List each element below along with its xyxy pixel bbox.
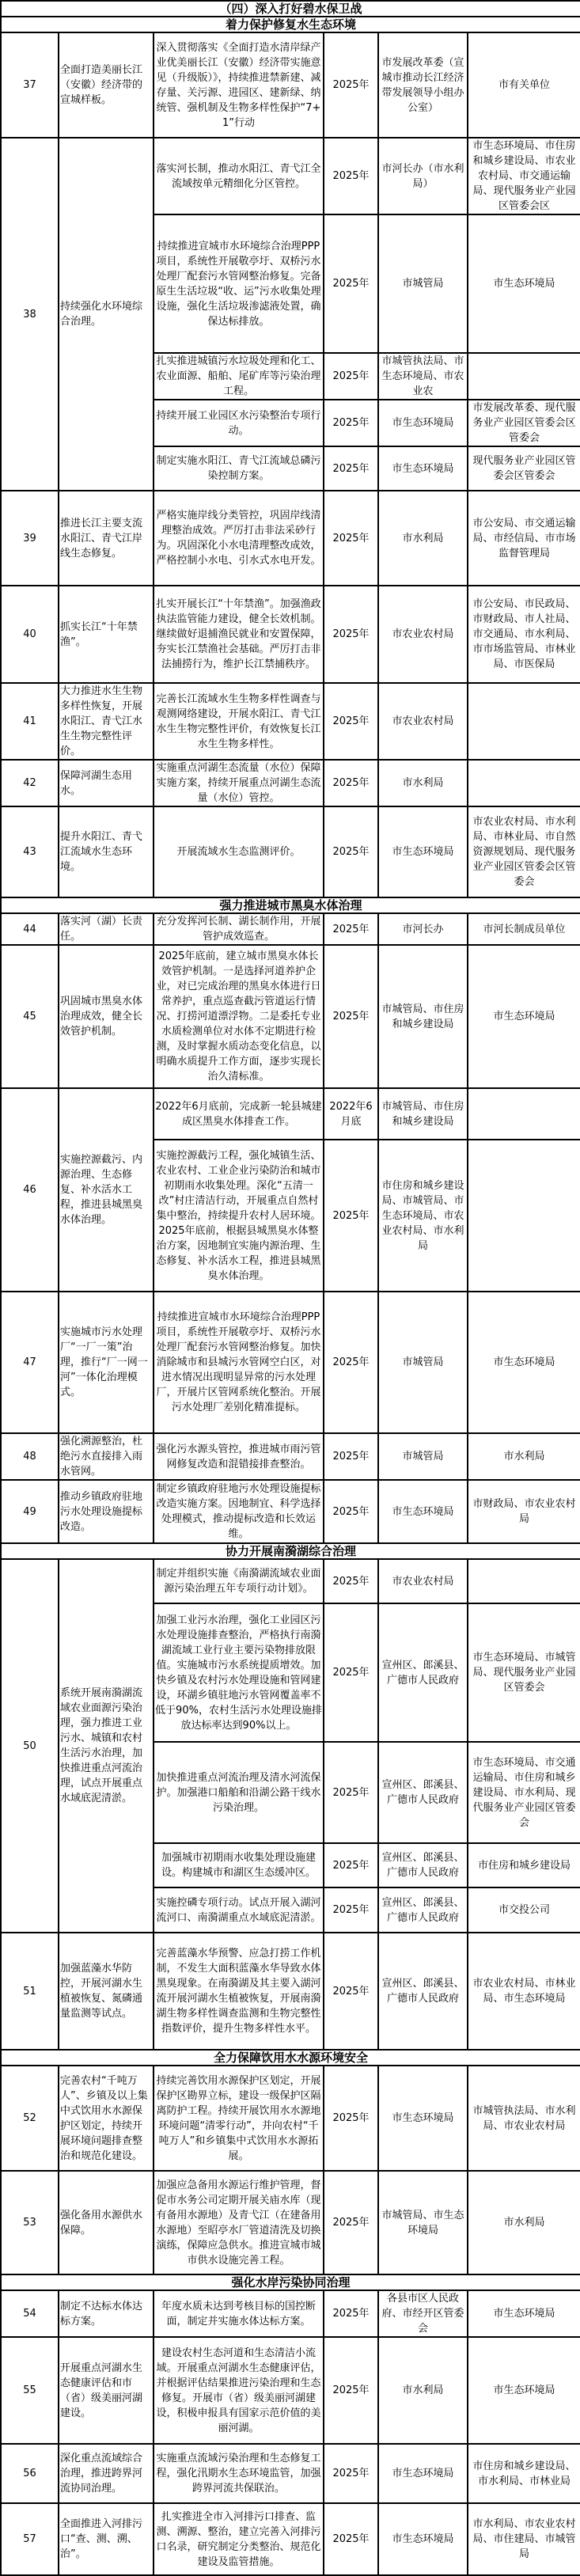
lead-unit: 宣州区、郎溪县、广德市人民政府 — [378, 1603, 468, 1742]
table-row — [1, 2337, 580, 2444]
assist-unit: 市有关单位 — [468, 32, 580, 138]
task-name: 持续强化水环境综合治理。 — [59, 138, 154, 491]
task-content: 制定乡镇政府驻地污水处理设施提标改造实施方案。因地制宜、科学选择处理模式，推动提标改造和长效运维。 — [154, 1480, 324, 1543]
deadline: 2025年 — [324, 2337, 378, 2444]
lead-unit: 市城管局 — [378, 1292, 468, 1433]
task-content: 建设农村生态河道和生态清洁小流域。开展重点河湖水生态健康评估，并根据评估结果推进污染治理和生态修复。开展市（省）级美丽河湖建设，积极申报具有国家示范价值的美丽河湖。 — [154, 2337, 324, 2444]
row-number: 42 — [1, 760, 59, 806]
deadline: 2025年 — [324, 1843, 378, 1887]
group-heading-row — [1, 897, 580, 913]
group-heading-row — [1, 1543, 580, 1559]
assist-unit: 市住房和城乡建设局 — [468, 1843, 580, 1887]
deadline: 2025年 — [324, 1933, 378, 2050]
assist-unit — [468, 760, 580, 806]
assist-unit: 市生态环境局、市住房和城乡建设局、市农业农村局、市交通运输局、现代服务业产业园区管委会区 — [468, 138, 580, 214]
task-name: 完善农村“千吨万人”、乡镇及以上集中式饮用水水源保护区划定，持续开展环境问题排查整治和规范化建设。 — [59, 2066, 154, 2171]
task-name: 开展重点河湖水生态健康评估和市（省）级美丽河湖建设。 — [59, 2337, 154, 2444]
task-content: 持续推进宣城市水环境综合治理PPP项目，系统性开展敬亭圩、双桥污水处理厂配套污水管网整治修复。加快消除城市和县城污水管网空白区，对进水情况出现明显异常的污水处理厂，开展片区管网系统化整治。开展污水处理厂差别化精准提标。 — [154, 1292, 324, 1433]
table-row — [1, 913, 580, 945]
task-content: 落实河长制，推动水阳江、青弋江全流域按单元精细化分区管控。 — [154, 138, 324, 214]
deadline: 2025年 — [324, 683, 378, 760]
lead-unit: 市生态环境局 — [378, 1480, 468, 1543]
deadline: 2025年 — [324, 214, 378, 353]
group-heading: 强力推进城市黑臭水体治理 — [1, 897, 580, 913]
assist-unit: 市水利局 — [468, 1433, 580, 1480]
lead-unit: 市城管执法局、市生态环境局、市农业农 — [378, 353, 468, 400]
row-number: 41 — [1, 683, 59, 760]
table-row — [1, 138, 580, 214]
row-number: 57 — [1, 2503, 59, 2575]
assist-unit: 市生态环境局、市城管局、现代服务业产业园区管委会 — [468, 1603, 580, 1742]
task-content: 加快推进重点河流治理及清水河流保护。加强港口船舶和沿湖公路干线水污染治理。 — [154, 1742, 324, 1843]
task-content: 强化污水源头管控，推进城市雨污管网修复改造和混错接排查整治。 — [154, 1433, 324, 1480]
task-name: 保障河湖生态用水。 — [59, 760, 154, 806]
row-number: 54 — [1, 2290, 59, 2337]
task-content: 持续完善饮用水源保护区划定，开展保护区勘界立标，建设一级保护区隔离防护工程。持续开展饮用水水源地环境问题“清零行动”，并向农村“千吨万人”和乡镇集中式饮用水水源拓展。 — [154, 2066, 324, 2171]
task-content: 实施重点流域污染治理和生态修复工程，强化汛期水生态环境监管，加强跨界河流共保联治。 — [154, 2444, 324, 2503]
section-title: （四）深入打好碧水保卫战 — [1, 1, 580, 17]
assist-unit: 市生态环境局、市交通运输局、市住房和城乡建设局、市水利局、现代服务业产业园区管委会 — [468, 1742, 580, 1843]
task-name: 全面打造美丽长江（安徽）经济带的宣城样板。 — [59, 32, 154, 138]
lead-unit: 市城管局、市住房和城乡建设局 — [378, 945, 468, 1088]
lead-unit: 宣州区、郎溪县、广德市人民政府 — [378, 1843, 468, 1887]
deadline: 2022年6月底 — [324, 1088, 378, 1140]
table-row — [1, 586, 580, 683]
assist-unit: 市交投公司 — [468, 1887, 580, 1933]
table-row — [1, 1933, 580, 2050]
task-name: 提升水阳江、青弋江流域水生态环境。 — [59, 806, 154, 897]
assist-unit: 市农业农村局、市林业局、市生态环境局 — [468, 1933, 580, 2050]
assist-unit: 市生态环境局 — [468, 1292, 580, 1433]
deadline: 2025年 — [324, 806, 378, 897]
table-row — [1, 945, 580, 1088]
deadline: 2025年 — [324, 1603, 378, 1742]
task-name: 大力推进水生生物多样性恢复，开展水阳江、青弋江水生生物完整性评价。 — [59, 683, 154, 760]
task-name: 巩固城市黑臭水体治理成效，健全长效管护机制。 — [59, 945, 154, 1088]
row-number: 55 — [1, 2337, 59, 2444]
lead-unit: 市水利局 — [378, 760, 468, 806]
table-row — [1, 1559, 580, 1603]
deadline: 2025年 — [324, 32, 378, 138]
row-number: 45 — [1, 945, 59, 1088]
task-content: 加强城市初期雨水收集处理设施建设。构建城市和湖区生态缓冲区。 — [154, 1843, 324, 1887]
deadline: 2025年 — [324, 2503, 378, 2575]
lead-unit: 市生态环境局 — [378, 446, 468, 491]
table-row — [1, 1480, 580, 1543]
assist-unit: 市公安局、市交通运输局、市经信局、市市场监督管理局 — [468, 491, 580, 586]
task-content: 加强工业污水治理，强化工业园区污水处理设施排查整治，严格执行南漪湖流域工业行业主要污染物排放限值。实施城市污水系统提质增效。加快乡镇及农村污水处理设施和管网建设，环湖乡镇驻地污水管网覆盖率不低于90%，农村生活污水处理设施排放达标率达到90%以上。 — [154, 1603, 324, 1742]
lead-unit: 市生态环境局 — [378, 806, 468, 897]
row-number: 51 — [1, 1933, 59, 2050]
lead-unit: 市城管局、市住房和城乡建设局 — [378, 1088, 468, 1140]
task-name: 全面推进入河排污口“查、测、溯、治”。 — [59, 2503, 154, 2575]
task-name: 加强蓝藻水华防控，开展河湖水生植被恢复、氮磷通量监测等试点。 — [59, 1933, 154, 2050]
task-content: 实施重点河湖生态流量（水位）保障实施方案，持续开展重点河湖生态流量（水位）管控。 — [154, 760, 324, 806]
task-name: 系统开展南漪湖流域农业面源污染治理，强力推进工业污水、城镇和农村生活污水治理，加快推进重点河流治理，试点开展重点水域底泥清淤。 — [59, 1559, 154, 1933]
task-content: 完善长江流域水生生物多样性调查与观测网络建设，开展水阳江、青弋江水生生物完整性评价，有效恢复长江水生生物多样性。 — [154, 683, 324, 760]
assist-unit: 市生态环境局 — [468, 2290, 580, 2337]
assist-unit: 市水利局、市农业农村局、市住建局、市城管局 — [468, 2503, 580, 2575]
group-heading: 协力开展南漪湖综合治理 — [1, 1543, 580, 1559]
table-row — [1, 1433, 580, 1480]
lead-unit: 市城管局 — [378, 1433, 468, 1480]
task-name: 落实河（湖）长责任。 — [59, 913, 154, 945]
lead-unit: 市生态环境局 — [378, 400, 468, 446]
lead-unit: 宣州区、郎溪县、广德市人民政府 — [378, 1887, 468, 1933]
assist-unit — [468, 683, 580, 760]
task-name: 实施控源截污、内源治理、生态修复、补水活水工程，推进县城黑臭水体治理。 — [59, 1088, 154, 1292]
table-row — [1, 2444, 580, 2503]
task-name: 强化溯源整治，杜绝污水直接排入雨水管网。 — [59, 1433, 154, 1480]
deadline: 2025年 — [324, 353, 378, 400]
deadline: 2025年 — [324, 2171, 378, 2274]
lead-unit: 市农业农村局 — [378, 683, 468, 760]
assist-unit — [468, 1088, 580, 1140]
lead-unit: 市农业农村局 — [378, 586, 468, 683]
row-number: 37 — [1, 32, 59, 138]
lead-unit: 宣州区、郎溪县、广德市人民政府 — [378, 1933, 468, 2050]
lead-unit: 市城管局、市生态环境局 — [378, 2171, 468, 2274]
row-number: 56 — [1, 2444, 59, 2503]
task-content: 制定并组织实施《南漪湖流域农业面源污染治理五年专项行动计划》。 — [154, 1559, 324, 1603]
assist-unit: 市河长制成员单位 — [468, 913, 580, 945]
assist-unit: 市城管执法局、市水利局、市农业农村局 — [468, 2066, 580, 2171]
task-name: 深化重点流域综合治理，推进跨界河流协同治理。 — [59, 2444, 154, 2503]
deadline: 2025年 — [324, 1887, 378, 1933]
row-number: 50 — [1, 1559, 59, 1933]
assist-unit — [468, 1559, 580, 1603]
deadline: 2025年 — [324, 2444, 378, 2503]
deadline: 2025年 — [324, 2066, 378, 2171]
task-content: 深入贯彻落实《全面打造水清岸绿产业优美丽长江（安徽）经济带实施意见（升级版）》，持续推进禁新建、减存量、关污源、进园区、建新绿、纳统管、强机制及生物多样性保护“7+1”行动 — [154, 32, 324, 138]
deadline: 2025年 — [324, 1140, 378, 1292]
row-number: 47 — [1, 1292, 59, 1433]
assist-unit: 市农业农村局、市水利局、市林业局、市自然资源规划局、现代服务业产业园区管委会区管委会 — [468, 806, 580, 897]
group-heading-row — [1, 2274, 580, 2290]
task-content: 年度水质未达到考核目标的国控断面，制定并实施水体达标方案。 — [154, 2290, 324, 2337]
lead-unit: 宣州区、郎溪县、广德市人民政府 — [378, 1742, 468, 1843]
table-row — [1, 2171, 580, 2274]
deadline: 2025年 — [324, 760, 378, 806]
group-heading: 强化水岸污染协同治理 — [1, 2274, 580, 2290]
task-content: 持续开展工业园区水污染整治专项行动。 — [154, 400, 324, 446]
row-number: 40 — [1, 586, 59, 683]
row-number: 48 — [1, 1433, 59, 1480]
task-name: 抓实长江“十年禁渔”。 — [59, 586, 154, 683]
deadline: 2025年 — [324, 1742, 378, 1843]
deadline: 2025年 — [324, 913, 378, 945]
lead-unit: 市住房和城乡建设局、市城管局、市生态环境局、市农业农村局、市水利局 — [378, 1140, 468, 1292]
row-number: 49 — [1, 1480, 59, 1543]
lead-unit: 市生态环境局 — [378, 2503, 468, 2575]
lead-unit: 市发展改革委（宣城市推动长江经济带发展领导小组办公室） — [378, 32, 468, 138]
task-content: 扎实推进全市入河排污口排查、监测、溯源、整治，建立完善入河排污口名录，研究制定分类整治、规范化建设及监管措施。 — [154, 2503, 324, 2575]
task-content: 扎实开展长江“十年禁渔”。加强渔政执法监管能力建设，健全长效机制。继续做好退捕渔民就业和安置保障，夯实长江禁渔社会基础。严厉打击非法捕捞行为，维护长江禁捕秩序。 — [154, 586, 324, 683]
group-heading: 着力保护修复水生态环境 — [1, 17, 580, 32]
lead-unit: 市农业农村局 — [378, 1559, 468, 1603]
lead-unit: 市城管局 — [378, 214, 468, 353]
deadline: 2025年 — [324, 1480, 378, 1543]
row-number: 53 — [1, 2171, 59, 2274]
section-title-row — [1, 1, 580, 17]
task-content: 2025年底前，建立城市黑臭水体长效管护机制。一是选择河道养护企业，对已完成治理的黑臭水体进行日常养护，重点巡查截污管道运行情况、打捞河道漂浮物。二是委托专业水质检测单位对水体不定期进行检测，及时掌握水质动态变化信息，以明确水质提升工作方面，逐步实现长治久清标准。 — [154, 945, 324, 1088]
task-content: 加强应急备用水源运行维护管理，督促市水务公司定期开展关庙水库（现有备用水源地）及青弋江（在建备用水源地）至昭亭水厂管道清洗及切换演练，保障应急供水。推进宣城市城市供水设施完善工程。 — [154, 2171, 324, 2274]
task-content: 实施控源截污工程，强化城镇生活、农业农村、工业企业污染防治和城市初期雨水收集处理。深化“五清一改”村庄清洁行动，开展重点自然村集中整治，持续提升农村人居环境。2025年底前，根据县城黑臭水体整治方案，因地制宜实施内源治理、生态修复、补水活水工程，推进县城黑臭水体治理。 — [154, 1140, 324, 1292]
assist-unit: 现代服务业产业园区管委会区管委会 — [468, 446, 580, 491]
table-row — [1, 1088, 580, 1140]
table-row — [1, 2066, 580, 2171]
task-content: 扎实推进城镇污水垃圾处理和化工、农业面源、船舶、尾矿库等污染治理工程。 — [154, 353, 324, 400]
table-row — [1, 683, 580, 760]
deadline: 2025年 — [324, 446, 378, 491]
assist-unit: 市住房和城乡建设局、市水利局、市林业局 — [468, 2444, 580, 2503]
lead-unit: 市河长办（市水利局） — [378, 138, 468, 214]
row-number: 38 — [1, 138, 59, 491]
assist-unit: 市财政局、市农业农村局 — [468, 1480, 580, 1543]
assist-unit: 市水利局 — [468, 2171, 580, 2274]
task-content: 严格实施岸线分类管控，巩固岸线清理整治成效。严厉打击非法采砂行为。巩固深化小水电清理整改成效，严格控制小水电、引水式水电开发。 — [154, 491, 324, 586]
deadline: 2025年 — [324, 945, 378, 1088]
task-content: 持续推进宣城市水环境综合治理PPP项目，系统性开展敬亭圩、双桥污水处理厂配套污水管网整治修复。完备原生生活垃圾“收、运”污水收集处理设施，强化生活垃圾渗滤液处置，确保达标排放。 — [154, 214, 324, 353]
task-content: 完善蓝藻水华预警、应急打捞工作机制，不发生大面积蓝藻水华导致水体黑臭现象。在南漪湖及其主要入湖河流开展河湖水生植被恢复，开展南漪湖生物多样性调查监测和生物完整性指数评价，提升生物多样性水平。 — [154, 1933, 324, 2050]
lead-unit: 市水利局 — [378, 491, 468, 586]
task-content: 制定实施水阳江、青弋江流域总磷污染控制方案。 — [154, 446, 324, 491]
lead-unit: 市河长办 — [378, 913, 468, 945]
deadline: 2025年 — [324, 1559, 378, 1603]
task-content: 充分发挥河长制、湖长制作用，开展管护成效巡查。 — [154, 913, 324, 945]
table-row — [1, 806, 580, 897]
deadline: 2025年 — [324, 1292, 378, 1433]
task-name: 强化备用水源供水保障。 — [59, 2171, 154, 2274]
table-row — [1, 2290, 580, 2337]
row-number: 46 — [1, 1088, 59, 1292]
group-heading: 全力保障饮用水水源环境安全 — [1, 2050, 580, 2066]
assist-unit: 市发展改革委、现代服务业产业园区管委会区管委会 — [468, 400, 580, 446]
row-number: 52 — [1, 2066, 59, 2171]
assist-unit — [468, 1140, 580, 1292]
table-row — [1, 2503, 580, 2575]
task-name: 推动乡镇政府驻地污水处理设施提标改造。 — [59, 1480, 154, 1543]
group-heading-row — [1, 17, 580, 32]
deadline: 2025年 — [324, 2290, 378, 2337]
table-row — [1, 32, 580, 138]
assist-unit: 市生态环境局 — [468, 214, 580, 353]
deadline: 2025年 — [324, 400, 378, 446]
lead-unit: 各县市区人民政府、市经开区管委会 — [378, 2290, 468, 2337]
task-name: 实施城市污水处理厂“一厂一策”治理，推行“厂一网一河”一体化治理模式。 — [59, 1292, 154, 1433]
deadline: 2025年 — [324, 586, 378, 683]
task-content: 实施控磷专项行动。试点开展入湖河流河口、南漪湖重点水域底泥清淤。 — [154, 1887, 324, 1933]
row-number: 39 — [1, 491, 59, 586]
lead-unit: 市生态环境局 — [378, 2066, 468, 2171]
task-name: 制定不达标水体达标方案。 — [59, 2290, 154, 2337]
deadline: 2025年 — [324, 1433, 378, 1480]
task-content: 2022年6月底前，完成新一轮县城建成区黑臭水体排查工作。 — [154, 1088, 324, 1140]
group-heading-row — [1, 2050, 580, 2066]
row-number: 43 — [1, 806, 59, 897]
assist-unit: 市生态环境局 — [468, 2337, 580, 2444]
assist-unit: 市生态环境局 — [468, 945, 580, 1088]
assist-unit — [468, 353, 580, 400]
table-row — [1, 1292, 580, 1433]
lead-unit: 市水利局 — [378, 2337, 468, 2444]
table-row — [1, 760, 580, 806]
table-row — [1, 491, 580, 586]
lead-unit: 市生态环境局 — [378, 2444, 468, 2503]
task-name: 推进长江主要支流水阳江、青弋江岸线生态修复。 — [59, 491, 154, 586]
deadline: 2025年 — [324, 138, 378, 214]
assist-unit: 市公安局、市民政局、市财政局、市人社局、市交通局、市水利局、市市场监管局、市林业局、市医保局 — [468, 586, 580, 683]
row-number: 44 — [1, 913, 59, 945]
task-content: 开展流域水生态监测评价。 — [154, 806, 324, 897]
deadline: 2025年 — [324, 491, 378, 586]
